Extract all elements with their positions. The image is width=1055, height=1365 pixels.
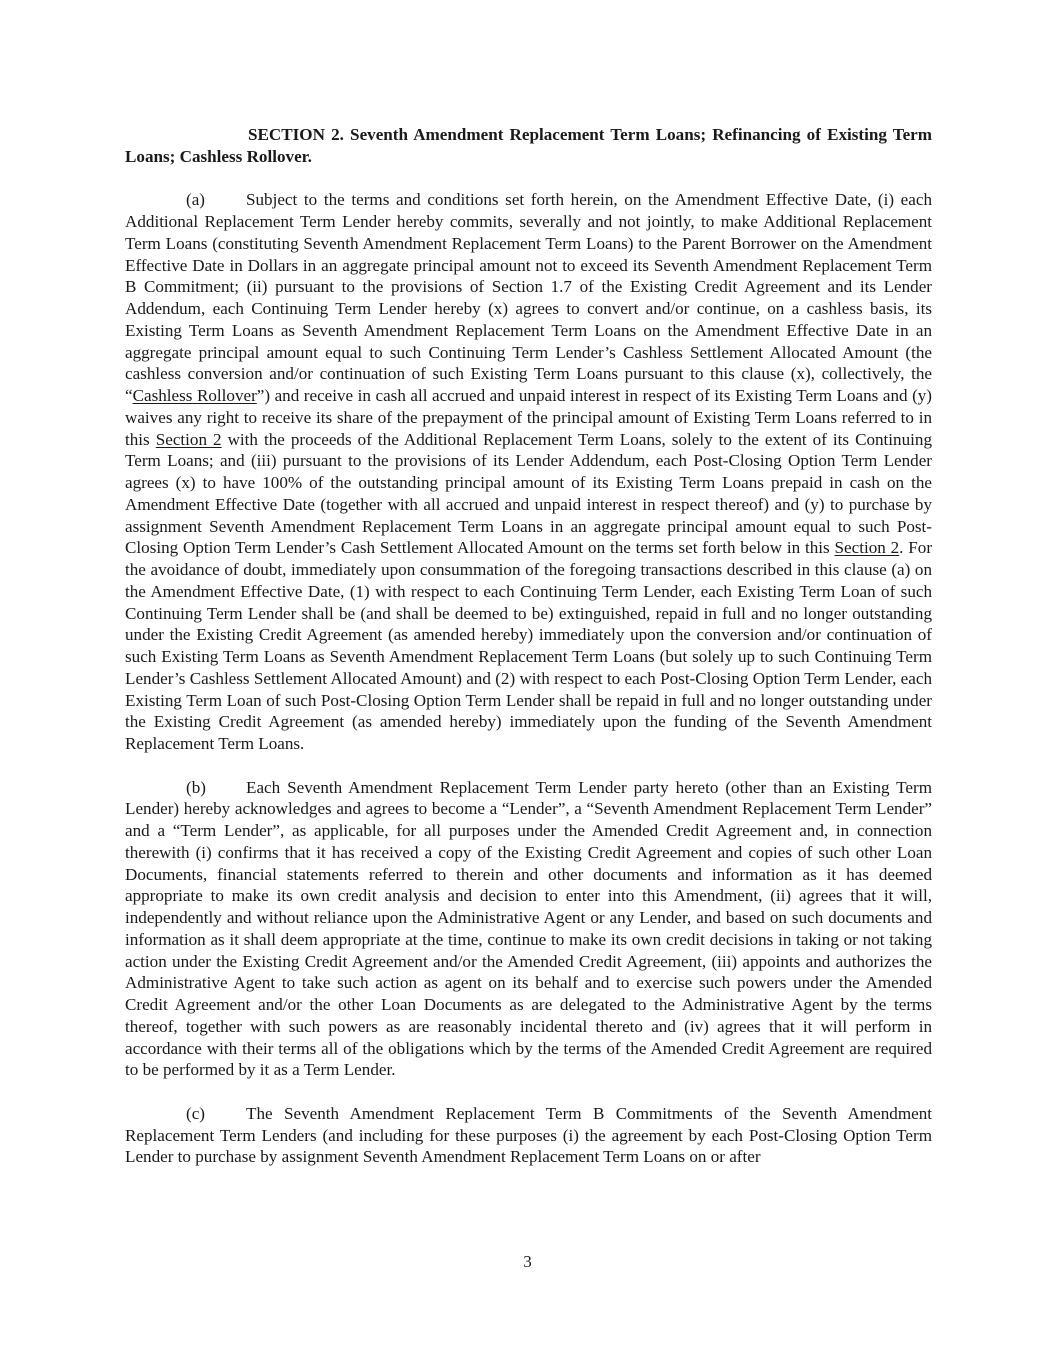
- paragraph-b-text: Each Seventh Amendment Replacement Term Lender party hereto (other than an Existing Term Lender) hereby acknowledges and agrees to become a “Lender”, a “Seventh Amendment Replacement Term Lender” and a “Term Lender”, as applicable, for all purposes under the Amended Credit Agreement and, in connection therewith (i) confirms that it has received a copy of the Existing Credit Agreement and copies of such other Loan Documents, financial statements referred to therein and other documents and information as it has deemed appropriate to make its own credit analysis and decision to enter into this Amendment, (ii) agrees that it will, independently and without reliance upon the Administrative Agent or any Lender, and based on such documents and information as it shall deem appropriate at the time, continue to make its own credit decisions in taking or not taking action under the Existing Credit Agreement and/or the Amended Credit Agreement, (iii) appoints and authorizes the Administrative Agent to take such action as agent on its behalf and to exercise such powers under the Amended Credit Agreement and/or the other Loan Documents as are delegated to the Administrative Agent by the terms thereof, together with such powers as are reasonably incidental thereto and (iv) agrees that it will perform in accordance with their terms all of the obligations which by the terms of the Amended Credit Agreement are required to be performed by it as a Term Lender.: [125, 777, 932, 1080]
- section-heading: SECTION 2. Seventh Amendment Replacement Term Loans; Refinancing of Existing Term Loans; Cashless Rollover.: [125, 125, 932, 166]
- section-2-reference-2: Section 2: [834, 538, 900, 558]
- paragraph-a-text-2: ”) and receive in cash all accrued and unpaid interest in respect of its Existing Term Loans and (y) waives any right to receive its share of the prepayment of the principal amount of Existing Term Loans referred to in this: [125, 386, 932, 449]
- paragraph-c: [125, 1103, 932, 1168]
- paragraph-b: [125, 777, 932, 1082]
- paragraph-a-text-3: with the proceeds of the Additional Replacement Term Loans, solely to the extent of its Continuing Term Loans; and (iii) pursuant to the provisions of its Lender Addendum, each Post-Closing Option Term Lender agrees (x) to have 100% of the outstanding principal amount of its Existing Term Loans prepaid in cash on the Amendment Effective Date (together with all accrued and unpaid interest in respect thereof) and (y) to purchase by assignment Seventh Amendment Replacement Term Loans in an aggregate principal amount equal to such Post-Closing Option Term Lender’s Cash Settlement Allocated Amount on the terms set forth below in this: [125, 429, 932, 558]
- paragraph-a: [125, 189, 932, 755]
- paragraph-c-text: The Seventh Amendment Replacement Term B Commitments of the Seventh Amendment Replacement Term Lenders (and including for these purposes (i) the agreement by each Post-Closing Option Term Lender to purchase by assignment Seventh Amendment Replacement Term Loans on or after: [125, 1103, 932, 1167]
- paragraph-c-label: (c): [186, 1103, 205, 1123]
- paragraph-a-text-1: Subject to the terms and conditions set forth herein, on the Amendment Effective Date, (i) each Additional Replacement Term Lender hereby commits, severally and not jointly, to make Additional Replacement Term Loans (constituting Seventh Amendment Replacement Term Loans) to the Parent Borrower on the Amendment Effective Date in Dollars in an aggregate principal amount not to exceed its Seventh Amendment Replacement Term B Commitment; (ii) pursuant to the provisions of Section 1.7 of the Existing Credit Agreement and its Lender Addendum, each Continuing Term Lender hereby (x) agrees to convert and/or continue, on a cashless basis, its Existing Term Loans as Seventh Amendment Replacement Term Loans on the Amendment Effective Date in an aggregate principal amount equal to such Continuing Term Lender’s Cashless Settlement Allocated Amount (the cashless conversion and/or continuation of such Existing Term Loans pursuant to this clause (x), collectively, the “: [125, 190, 932, 405]
- section-2-reference-1: Section 2: [155, 429, 222, 449]
- document-page: [125, 124, 932, 1168]
- page-number: 3: [523, 1252, 532, 1271]
- paragraph-a-label: (a): [186, 190, 205, 210]
- cashless-rollover-term: Cashless Rollover: [132, 386, 257, 405]
- paragraph-a-text-4: . For the avoidance of doubt, immediately upon consummation of the foregoing transactions described in this clause (a) on the Amendment Effective Date, (1) with respect to each Continuing Term Lender, each Existing Term Loan of such Continuing Term Lender shall be (and shall be deemed to be) extinguished, repaid in full and no longer outstanding under the Existing Credit Agreement (as amended hereby) immediately upon the conversion and/or continuation of such Existing Term Loans as Seventh Amendment Replacement Term Loans (but solely up to such Continuing Term Lender’s Cashless Settlement Allocated Amount) and (2) with respect to each Post-Closing Option Term Lender, each Existing Term Loan of such Post-Closing Option Term Lender shall be repaid in full and no longer outstanding under the Existing Credit Agreement (as amended hereby) immediately upon the funding of the Seventh Amendment Replacement Term Loans.: [125, 538, 933, 753]
- paragraph-b-label: (b): [186, 777, 206, 797]
